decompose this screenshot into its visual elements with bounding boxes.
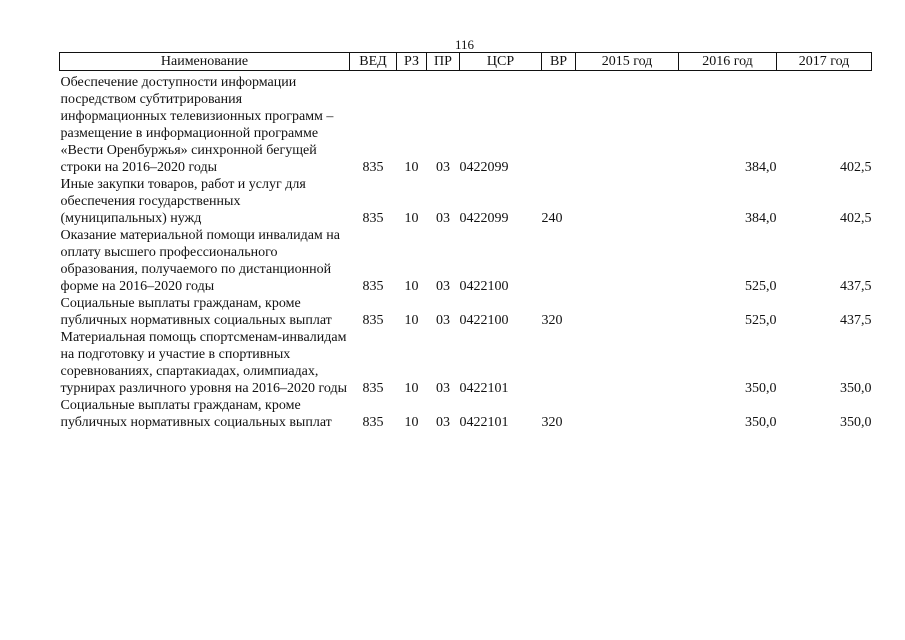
row-csr: 0422099 <box>459 211 509 226</box>
page-number: 116 <box>455 37 475 52</box>
row-2015 <box>576 227 679 295</box>
row-name: Социальные выплаты гражданам, кроме публичных нормативных социальных выплат <box>60 296 332 328</box>
row-ved: 835 <box>362 211 384 226</box>
table-header-row <box>60 53 872 71</box>
row-csr: 0422099 <box>459 160 509 175</box>
row-vr <box>542 71 576 177</box>
row-2016: 350,0 <box>745 415 777 430</box>
row-2016: 350,0 <box>745 381 777 396</box>
row-csr: 0422100 <box>459 279 509 294</box>
table-row <box>60 176 872 227</box>
row-pr: 03 <box>436 415 450 430</box>
row-2017: 437,5 <box>840 279 872 294</box>
header-name: Наименование <box>60 53 350 71</box>
row-2017: 402,5 <box>840 211 872 226</box>
header-2015: 2015 год <box>576 53 679 71</box>
row-vr: 320 <box>541 313 563 328</box>
row-2016: 384,0 <box>745 160 777 175</box>
row-vr: 240 <box>541 211 563 226</box>
row-rz: 10 <box>404 381 419 396</box>
row-csr: 0422100 <box>459 313 509 328</box>
row-2017: 402,5 <box>840 160 872 175</box>
row-rz: 10 <box>404 313 419 328</box>
row-name: Материальная помощь спортсменам-инвалидам на подготовку и участие в спортивных соревнованиях, спартакиадах, олимпиадах, турнирах различного уровня на 2016–2020 годы <box>60 330 348 396</box>
row-vr: 320 <box>541 415 563 430</box>
row-vr <box>542 227 576 295</box>
row-ved: 835 <box>362 160 384 175</box>
row-csr: 0422101 <box>459 415 509 430</box>
row-2017: 437,5 <box>840 313 872 328</box>
row-2017: 350,0 <box>840 415 872 430</box>
header-vr: ВР <box>542 53 576 71</box>
row-pr: 03 <box>436 279 450 294</box>
table-row <box>60 397 872 431</box>
row-2016: 525,0 <box>745 313 777 328</box>
row-ved: 835 <box>362 415 384 430</box>
row-name: Иные закупки товаров, работ и услуг для обеспечения государственных (муниципальных) нужд <box>60 177 306 226</box>
header-csr: ЦСР <box>460 53 542 71</box>
row-2016: 525,0 <box>745 279 777 294</box>
row-2015 <box>576 329 679 397</box>
row-name: Оказание материальной помощи инвалидам на оплату высшего профессионального образования, получаемого по дистанционной форме на 2016–2020 годы <box>60 228 340 294</box>
row-rz: 10 <box>404 415 419 430</box>
row-ved: 835 <box>362 381 384 396</box>
row-rz: 10 <box>404 160 419 175</box>
row-pr: 03 <box>436 211 450 226</box>
row-pr: 03 <box>436 160 450 175</box>
row-2016: 384,0 <box>745 211 777 226</box>
header-rz: РЗ <box>397 53 427 71</box>
row-name: Обеспечение доступности информации посредством субтитрирования информационных телевизионных программ – размещение в информационной программе «Вести Оренбуржья» синхронной бегущей строки на 2016–2020 годы <box>60 75 334 175</box>
row-name: Социальные выплаты гражданам, кроме публичных нормативных социальных выплат <box>60 398 332 430</box>
row-2015 <box>576 176 679 227</box>
table-row <box>60 71 872 177</box>
row-2015 <box>576 71 679 177</box>
header-2017: 2017 год <box>777 53 872 71</box>
row-2017: 350,0 <box>840 381 872 396</box>
budget-table <box>59 52 872 431</box>
row-vr <box>542 329 576 397</box>
table-row <box>60 295 872 329</box>
row-csr: 0422101 <box>459 381 509 396</box>
row-ved: 835 <box>362 279 384 294</box>
row-2015 <box>576 397 679 431</box>
row-ved: 835 <box>362 313 384 328</box>
table-row <box>60 329 872 397</box>
row-pr: 03 <box>436 313 450 328</box>
header-2016: 2016 год <box>679 53 777 71</box>
row-rz: 10 <box>404 279 419 294</box>
row-rz: 10 <box>404 211 419 226</box>
header-pr: ПР <box>427 53 460 71</box>
table-row <box>60 227 872 295</box>
row-pr: 03 <box>436 381 450 396</box>
row-2015 <box>576 295 679 329</box>
header-ved: ВЕД <box>350 53 397 71</box>
